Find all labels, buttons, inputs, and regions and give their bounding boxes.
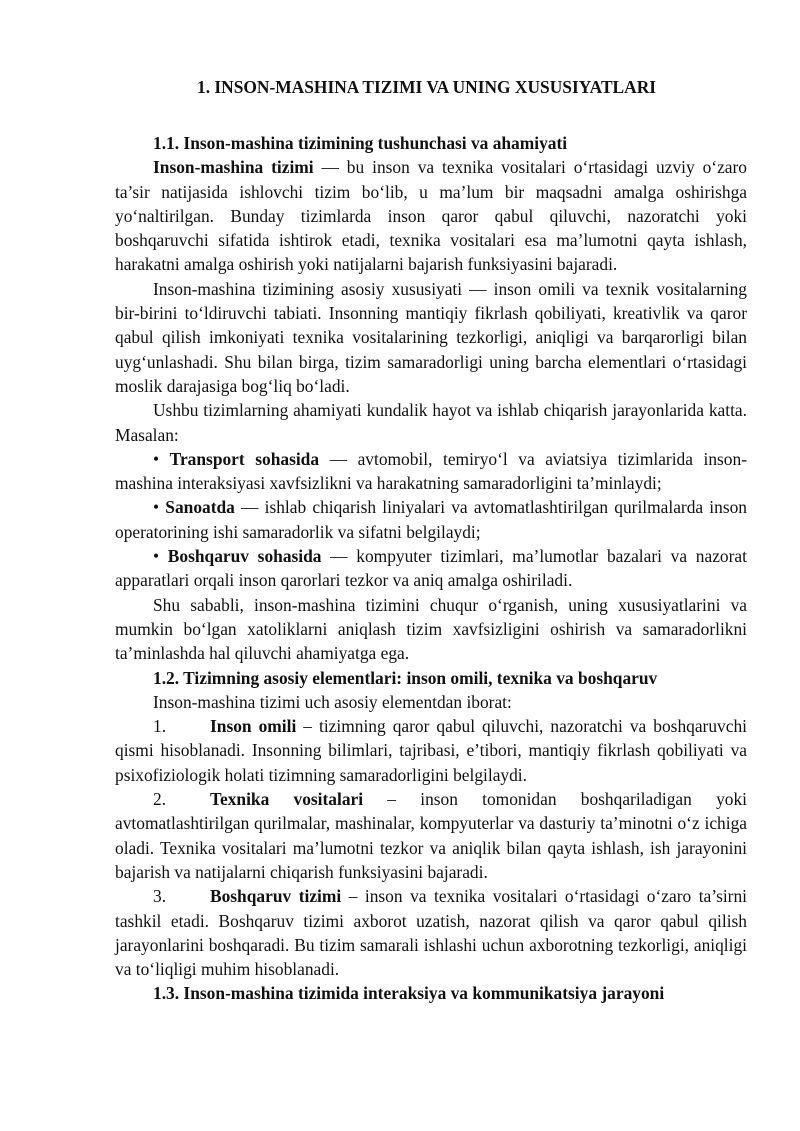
- bullet-text: — ishlab chiqarish liniyalari va avtomatlashtirilgan qurilmalarda inson operatorining ishi samaradorlik va sifatni belgilaydi;: [115, 497, 747, 542]
- paragraph-text: — bu inson va texnika vositalari o‘rtasidagi uzviy o‘zaro ta’sir natijasida ishlovchi tizim bo‘lib, u ma’lum bir maqsadni amalga oshirishga yo‘naltirilgan. Bunday tizimlarda inson qaror qabul qiluvchi, nazoratchi yoki boshqaruvchi sifatida ishtirok etadi, texnika vositalari esa ma’lumotni qayta ishlash, harakatni amalga oshirish yoki natijalarni bajarish funksiyasini bajaradi.: [115, 157, 747, 275]
- paragraph-features: Inson-mashina tizimining asosiy xususiyati — inson omili va texnik vositalarning bir-birini to‘ldiruvchi tabiati. Insonning mantiqiy fikrlash qobiliyati, kreativlik va qaror qabul qilish imkoniyati texnika vositalarining tezkorligi, aniqligi va barqarorligi bilan uyg‘unlashadi. Shu bilan birga, tizim samaradorligi uning barcha elementlari o‘rtasidagi moslik darajasiga bog‘liq bo‘ladi.: [115, 278, 747, 396]
- section-heading-1-3: 1.3. Inson-mashina tizimida interaksiya va kommunikatsiya jarayoni: [153, 983, 665, 1004]
- numbered-item: [115, 787, 747, 884]
- document-title: 1. INSON-MASHINA TIZIMI VA UNING XUSUSIYATLARI: [197, 77, 657, 97]
- numbered-item: [115, 884, 747, 981]
- bullet-item: [115, 495, 747, 544]
- section-heading-1-2: 1.2. Tizimning asosiy elementlari: inson omili, texnika va boshqaruv: [153, 667, 658, 688]
- item-text: – inson tomonidan boshqariladigan yoki avtomatlashtirilgan qurilmalar, mashinalar, kompyuterlar va dasturiy ta’minotni o‘z ichiga oladi. Texnika vositalari ma’lumotni tezkor va aniqlik bilan qayta ishlash, ish jarayonini bajarish va natijalarni chiqarish funksiyasini bajaradi.: [115, 789, 747, 882]
- item-bold: Boshqaruv tizimi: [210, 886, 342, 907]
- item-number: 3.: [153, 886, 167, 907]
- bullet-glyph: •: [153, 546, 160, 567]
- numbered-item: [115, 714, 747, 787]
- item-bold: Inson omili: [210, 716, 297, 737]
- bullet-bold: Sanoatda: [165, 497, 235, 518]
- item-text: – tizimning qaror qabul qiluvchi, nazoratchi va boshqaruvchi qismi hisoblanadi. Insonning bilimlari, tajribasi, e’tibori, mantiqiy fikrlash qobiliyati va psixofiziologik holati tizimning samaradorligini belgilaydi.: [115, 716, 747, 785]
- section-heading-1-1: 1.1. Inson-mashina tizimining tushunchasi va ahamiyati: [153, 133, 568, 153]
- bullet-glyph: •: [153, 497, 160, 518]
- bullet-item: [115, 544, 747, 593]
- bullet-bold: Transport sohasida: [169, 448, 320, 469]
- item-number: 2.: [153, 789, 167, 810]
- paragraph-conclusion: Shu sababli, inson-mashina tizimini chuqur o‘rganish, uning xususiyatlarini va mumkin bo‘lgan xatoliklarni aniqlash tizim xavfsizligini oshirish va samaradorlikni ta’minlashda hal qiluvchi ahamiyatga ega.: [115, 594, 747, 664]
- paragraph-importance: Ushbu tizimlarning ahamiyati kundalik hayot va ishlab chiqarish jarayonlarida katta. Masalan:: [115, 400, 747, 445]
- bullet-glyph: •: [153, 448, 160, 469]
- bullet-item: [115, 447, 747, 496]
- item-bold: Texnika vositalari: [210, 789, 364, 810]
- paragraph-intro: Inson-mashina tizimi uch asosiy elementdan iborat:: [153, 691, 512, 712]
- paragraph-definition: [115, 155, 747, 276]
- item-text: – inson va texnika vositalari o‘rtasidagi o‘zaro ta’sirni tashkil etadi. Boshqaruv tizimi axborot uzatish, nazorat qilish va qaror qabul qilish jarayonlarini boshqaradi. Bu tizim samarali ishlashi uchun axborotning tezkorligi, aniqligi va to‘liqligi muhim hisoblanadi.: [115, 886, 747, 980]
- bullet-text: — kompyuter tizimlari, ma’lumotlar bazalari va nazorat apparatlari orqali inson qarorlari tezkor va aniq amalga oshiriladi.: [115, 546, 747, 591]
- bullet-text: — avtomobil, temiryo‘l va aviatsiya tizimlarida inson-mashina interaksiyasi xavfsizlikni va harakatning samaradorligini ta’minlaydi;: [115, 448, 747, 494]
- bullet-bold: Boshqaruv sohasida: [167, 546, 322, 567]
- document-body: [115, 131, 747, 1006]
- term-bold: Inson-mashina tizimi: [153, 157, 314, 178]
- item-number: 1.: [153, 716, 167, 737]
